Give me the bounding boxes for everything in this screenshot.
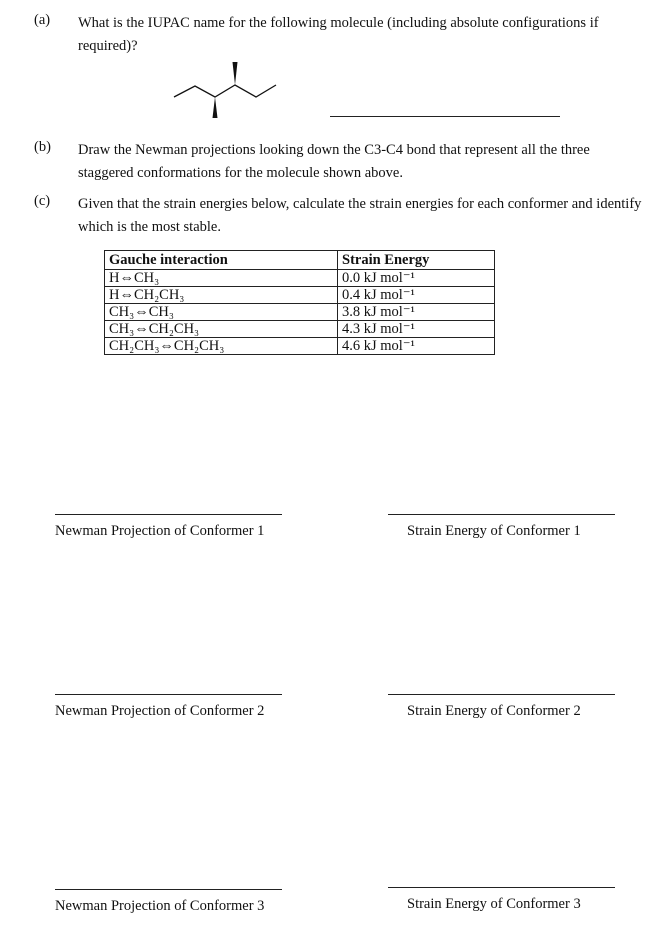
energy-cell: 4.6 kJ mol⁻¹ (338, 338, 495, 355)
interaction-cell: CH₂CH₃⇔CH₂CH₃ (105, 338, 338, 355)
newman-answer-line-1[interactable] (55, 514, 282, 515)
question-a-label: (a) (34, 12, 51, 28)
energy-cell: 0.0 kJ mol⁻¹ (338, 270, 495, 287)
table-row (105, 321, 495, 338)
strain-answer-line-2[interactable] (388, 694, 615, 695)
strain-answer-line-1[interactable] (388, 514, 615, 515)
newman-caption-3: Newman Projection of Conformer 3 (55, 898, 265, 914)
strain-answer-line-3[interactable] (388, 887, 615, 888)
newman-caption-2: Newman Projection of Conformer 2 (55, 703, 265, 719)
interaction-cell: CH₃⇔CH₂CH₃ (105, 321, 338, 338)
table-row (105, 338, 495, 355)
header-gauche-interaction: Gauche interaction (105, 251, 338, 270)
table-row (105, 287, 495, 304)
newman-caption-1: Newman Projection of Conformer 1 (55, 523, 265, 539)
interaction-cell: H⇔CH₃ (105, 270, 338, 287)
question-b-label: (b) (34, 139, 51, 155)
molecule-skeletal-structure (0, 0, 665, 140)
strain-energy-table (104, 250, 495, 355)
question-c-text: Given that the strain energies below, calculate the strain energies for each conformer and identify which is the most stable. (78, 196, 642, 235)
answer-line-iupac-name[interactable] (330, 116, 560, 117)
question-a-text: What is the IUPAC name for the following molecule (including absolute configurations if required)? (78, 15, 599, 54)
newman-answer-line-2[interactable] (55, 694, 282, 695)
newman-answer-line-3[interactable] (55, 889, 282, 890)
energy-cell: 3.8 kJ mol⁻¹ (338, 304, 495, 321)
interaction-cell: H⇔CH₂CH₃ (105, 287, 338, 304)
energy-cell: 0.4 kJ mol⁻¹ (338, 287, 495, 304)
question-c-label: (c) (34, 193, 51, 209)
question-b-text: Draw the Newman projections looking down the C3-C4 bond that represent all the three staggered conformations for the molecule shown above. (78, 142, 590, 181)
table-row (105, 304, 495, 321)
table-row (105, 270, 495, 287)
strain-caption-2: Strain Energy of Conformer 2 (407, 703, 581, 719)
table-header-row (105, 251, 495, 270)
header-strain-energy: Strain Energy (338, 251, 495, 270)
strain-caption-3: Strain Energy of Conformer 3 (407, 896, 581, 912)
interaction-cell: CH₃⇔CH₃ (105, 304, 338, 321)
energy-cell: 4.3 kJ mol⁻¹ (338, 321, 495, 338)
strain-caption-1: Strain Energy of Conformer 1 (407, 523, 581, 539)
